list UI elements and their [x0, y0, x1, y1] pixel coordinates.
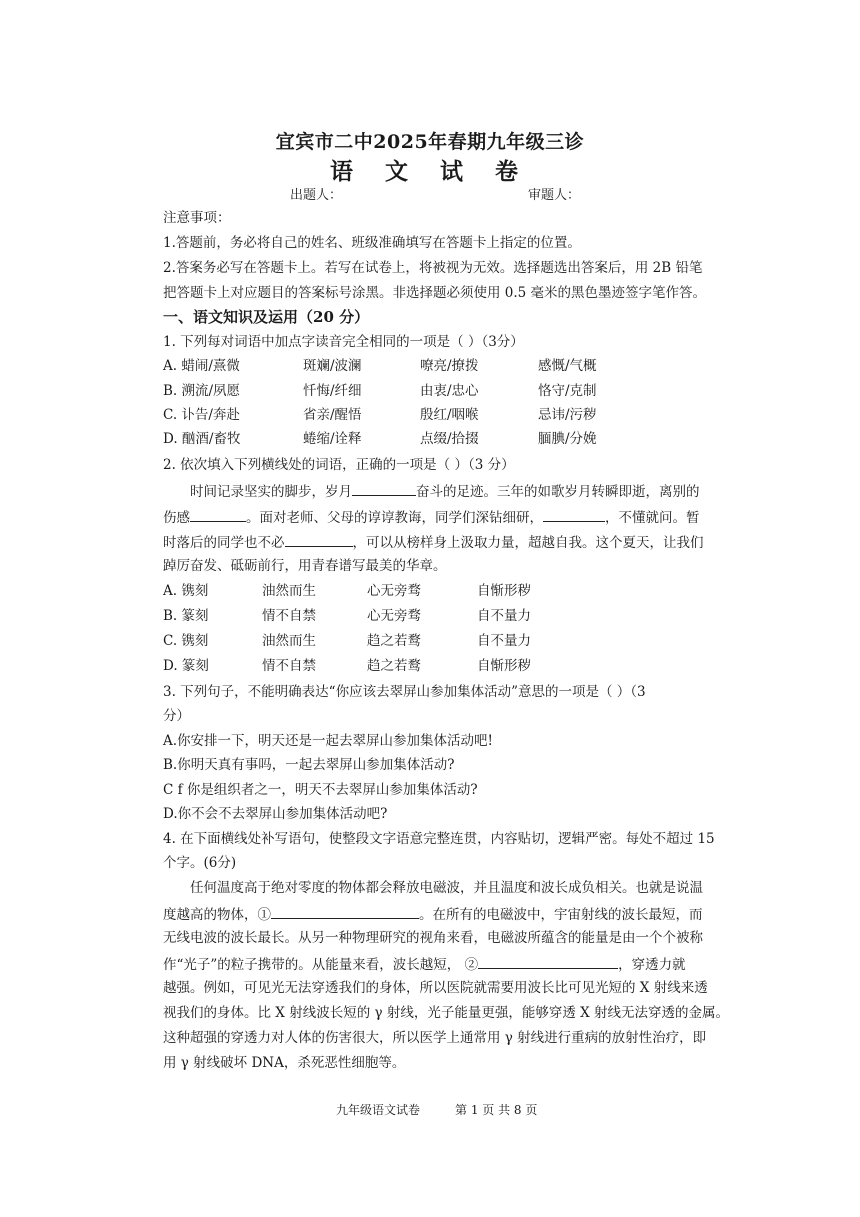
question-4-stem: 个字。(6分)	[163, 855, 237, 871]
q2-option-d: 趋之若鹜	[367, 658, 421, 674]
q2-passage-line	[163, 531, 704, 553]
q2-text: 。面对老师、父母的谆谆教诲，同学们深钻细研，	[246, 510, 543, 526]
question-4-stem: 4. 在下面横线处补写语句，使整段文字语意完整连贯，内容贴切，逻辑严密。每处不超过 15	[163, 831, 715, 847]
q1-option-b: 由衷/忠心	[420, 383, 479, 399]
q1-option-a: 感慨/气概	[538, 358, 597, 374]
q2-option-c: 趋之若鹜	[367, 633, 421, 649]
q2-text: 伤感	[163, 510, 190, 526]
q1-option-b: 恪守/克制	[538, 383, 597, 399]
q2-text: ，可以从榜样身上汲取力量，超越自我。这个夏天，让我们	[352, 535, 704, 551]
q2-passage-line: 踔厉奋发、砥砺前行，用青春谱写最美的华章。	[163, 558, 447, 574]
q2-passage-line	[163, 506, 700, 528]
question-3-stem: 分）	[163, 708, 190, 724]
q4-text: 度越高的物体，①	[163, 907, 271, 923]
answer-blank	[190, 506, 246, 522]
q2-option-a: 油然而生	[262, 583, 316, 599]
q3-option: B.你明天真有事吗，一起去翠屏山参加集体活动?	[163, 757, 455, 773]
q2-option-b: B. 篆刻	[163, 608, 209, 624]
q4-text: ，穿透力就	[618, 957, 686, 973]
notice-item: 把答题卡上对应题目的答案标号涂黑。非选择题必须使用 0.5 毫米的黑色墨迹签字笔作答。	[163, 285, 707, 301]
q2-option-c: C. 镌刻	[163, 633, 209, 649]
q1-option-d: 点缀/拾掇	[420, 431, 479, 447]
setter-label: 出题人：	[290, 188, 343, 203]
q2-text: 奋斗的足迹。三年的如歌岁月转瞬即逝，离别的	[416, 484, 700, 500]
q4-passage-line: 无线电波的波长最长。从另一种物理研究的视角来看，电磁波所蕴含的能量是由一个个被称	[163, 930, 703, 946]
answer-blank-1	[271, 903, 419, 919]
q4-passage-line: 越强。例如，可见光无法穿透我们的身体，所以医院就需要用波长比可见光短的 X 射线来透	[163, 980, 708, 996]
q2-option-d: 自惭形秽	[477, 658, 531, 674]
question-2-stem: 2. 依次填入下列横线处的词语，正确的一项是（ ）（3 分）	[163, 457, 515, 473]
q4-passage-line	[163, 903, 703, 925]
q1-option-a: A. 蜡闹/熹微	[163, 358, 240, 374]
q4-passage-line: 用 γ 射线破坏 DNA，杀死恶性细胞等。	[163, 1055, 406, 1071]
reviewer-label: 审题人：	[528, 188, 581, 203]
q2-text: ，不懂就问。暂	[605, 510, 700, 526]
section-title: 一、语文知识及运用（20 分）	[163, 308, 370, 326]
q4-passage-line: 这种超强的穿透力对人体的伤害很大，所以医学上通常用 γ 射线进行重病的放射性治疗，即	[163, 1030, 707, 1046]
q3-option: D.你不会不去翠屏山参加集体活动吧?	[163, 806, 388, 822]
q2-option-c: 油然而生	[262, 633, 316, 649]
q1-option-d: 腼腆/分娩	[538, 431, 597, 447]
answer-blank	[543, 506, 605, 522]
q2-option-d: D. 篆刻	[163, 658, 209, 674]
q1-option-a: 斑斓/波澜	[303, 358, 362, 374]
q4-passage-line: 视我们的身体。比 X 射线波长短的 γ 射线，光子能量更强，能够穿透 X 射线无法穿透的金属。	[163, 1005, 730, 1021]
exam-subject: 语 文 试 卷	[329, 158, 531, 185]
answer-blank-2	[478, 953, 618, 969]
notice-item: 1.答题前，务必将自己的姓名、班级准确填写在答题卡上指定的位置。	[163, 235, 581, 251]
q2-option-b: 情不自禁	[262, 608, 316, 624]
q3-option: C f 你是组织者之一，明天不去翠屏山参加集体活动?	[163, 782, 478, 798]
q4-passage-line: 任何温度高于绝对零度的物体都会释放电磁波，并且温度和波长成负相关。也就是说温	[190, 880, 703, 896]
footer-paper-name: 九年级语文试卷	[336, 1103, 421, 1117]
q2-passage-line	[190, 480, 700, 502]
q2-text: 时落后的同学也不必	[163, 535, 285, 551]
notice-heading: 注意事项：	[163, 210, 231, 226]
question-3-stem: 3. 下列句子，不能明确表达“你应该去翠屏山参加集体活动”意思的一项是（ ）（3	[163, 684, 646, 700]
q2-option-a: 心无旁骛	[367, 583, 421, 599]
q1-option-c: C. 讣告/奔赴	[163, 407, 240, 423]
q4-text: 作“光子”的粒子携带的。从能量来看，波长越短， ②	[163, 957, 479, 973]
q4-text: 。在所有的电磁波中，宇宙射线的波长最短，而	[419, 907, 703, 923]
q1-option-c: 忌讳/污秽	[538, 407, 597, 423]
q4-passage-line	[163, 953, 686, 975]
q1-option-d: 蜷缩/诠释	[303, 431, 362, 447]
answer-blank	[285, 531, 353, 547]
q1-option-d: D. 酗酒/畜牧	[163, 431, 241, 447]
q2-text: 时间记录坚实的脚步，岁月	[190, 484, 352, 500]
q1-option-a: 嘹亮/撩拨	[420, 358, 479, 374]
notice-item: 2.答案务必写在答题卡上。若写在试卷上，将被视为无效。选择题选出答案后，用 2B 铅笔	[163, 260, 703, 276]
q2-option-c: 自不量力	[477, 633, 531, 649]
q2-option-d: 情不自禁	[262, 658, 316, 674]
q1-option-c: 殷红/咽喉	[420, 407, 479, 423]
q3-option: A.你安排一下，明天还是一起去翠屏山参加集体活动吧!	[163, 733, 493, 749]
answer-blank	[352, 480, 416, 496]
q2-option-b: 自不量力	[477, 608, 531, 624]
footer-page-number: 第 1 页 共 8 页	[455, 1103, 538, 1117]
exam-title: 宜宾市二中2025年春期九年级三诊	[275, 131, 585, 153]
q2-option-a: A. 镌刻	[163, 583, 209, 599]
q1-option-b: B. 溯流/夙愿	[163, 383, 241, 399]
question-1-stem: 1. 下列每对词语中加点字读音完全相同的一项是（ ）（3分）	[163, 334, 524, 350]
q2-option-b: 心无旁骛	[367, 608, 421, 624]
q1-option-b: 忏悔/纤细	[303, 383, 362, 399]
q1-option-c: 省亲/醒悟	[303, 407, 362, 423]
q2-option-a: 自惭形秽	[477, 583, 531, 599]
